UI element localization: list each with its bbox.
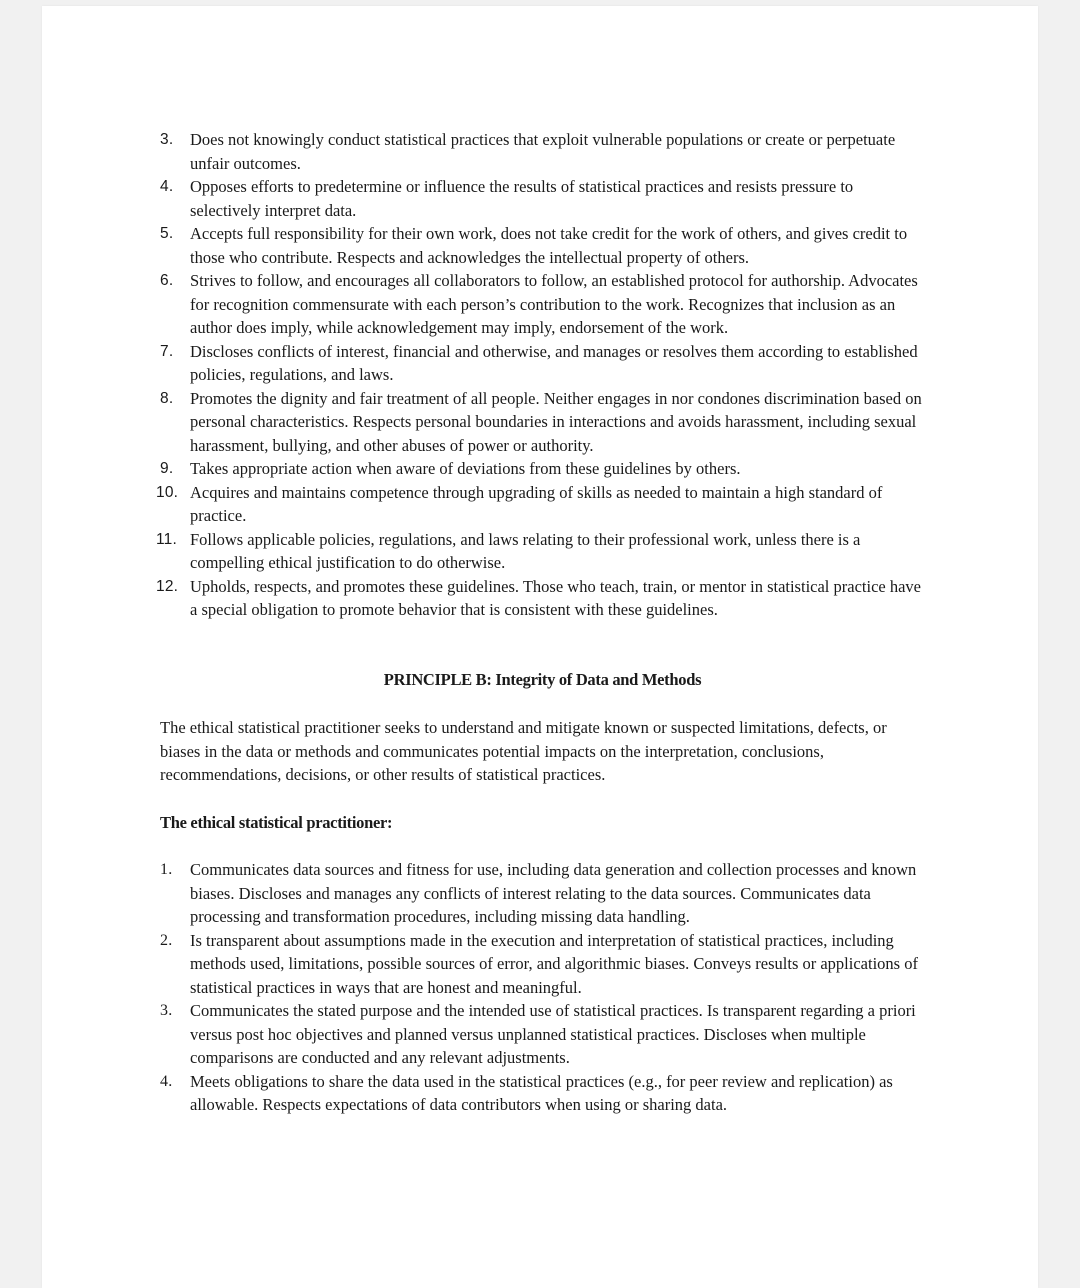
list-item [160,269,925,340]
item-text: Is transparent about assumptions made in the execution and interpretation of statistical practices, including methods used, limitations, possible sources of error, and algorithmic biases. Conveys results or applications of statistical practices in ways that are honest and meaningful. [190,930,918,997]
item-text: Strives to follow, and encourages all collaborators to follow, an established protocol for authorship. Advocates for recognition commensurate with each person’s contribution to the work. Recognizes that inclusion as an author does imply, while acknowledgement may imply, endorsement of the work. [190,271,918,337]
item-number: 3. [160,1002,173,1019]
list-item [160,1070,925,1117]
item-number: 10. [156,483,179,501]
item-text: Follows applicable policies, regulations, and laws relating to their professional work, unless there is a compelling ethical justification to do otherwise. [190,529,861,572]
principle-b-list [160,858,925,1117]
item-text: Meets obligations to share the data used in the statistical practices (e.g., for peer review and replication) as allowable. Respects expectations of data contributors when using or sharing data. [190,1071,893,1114]
item-text: Accepts full responsibility for their own work, does not take credit for the work of others, and gives credit to those who contribute. Respects and acknowledges the intellectual property of others. [190,224,908,267]
item-number: 8. [160,389,174,407]
item-number: 7. [160,342,174,360]
list-item [160,222,925,269]
item-number: 3. [160,131,174,148]
item-number: 9. [160,460,174,477]
list-item [156,528,925,575]
item-text: Discloses conflicts of interest, financial and otherwise, and manages or resolves them according to established policies, regulations, and laws. [190,341,918,384]
item-text: Does not knowingly conduct statistical practices that exploit vulnerable populations or create or perpetuate unfair outcomes. [190,130,896,173]
list-item [160,858,925,929]
item-number: 1. [160,861,173,878]
principle-b-heading: PRINCIPLE B: Integrity of Data and Methods [383,669,702,689]
list-item [160,929,925,1000]
list-item [156,481,925,528]
principle-b-intro: The ethical statistical practitioner seeks to understand and mitigate known or suspected limitations, defects, or biases in the data or methods and communicates potential impacts on the interpretation, conclusions, recommendations, decisions, or other results of statistical practices. [160,718,887,784]
list-item [160,175,925,222]
document-page [42,6,1038,1288]
item-text: Communicates data sources and fitness for use, including data generation and collection processes and known biases. Discloses and manages any conflicts of interest relating to the data sources. Communicates data processing and transformation procedures, including missing data handling. [190,860,917,926]
principle-a-list [156,128,925,622]
item-number: 2. [160,931,173,949]
list-item [160,128,925,175]
item-number: 5. [160,225,174,242]
item-text: Upholds, respects, and promotes these guidelines. Those who teach, train, or mentor in statistical practice have a special obligation to promote behavior that is consistent with these guidelines. [190,576,921,619]
item-number: 6. [160,272,174,289]
list-item [156,575,925,622]
item-number: 4. [160,1072,173,1090]
item-text: Promotes the dignity and fair treatment of all people. Neither engages in nor condones discrimination based on personal characteristics. Respects personal boundaries in interactions and avoids harassment, including sexual harassment, bullying, and other abuses of power or authority. [190,388,922,455]
list-item [160,457,925,481]
item-text: Communicates the stated purpose and the intended use of statistical practices. Is transparent regarding a priori versus post hoc objectives and planned versus unplanned statistical practices. Discloses when multiple comparisons are conducted and any relevant adjustments. [190,1001,916,1067]
item-number: 4. [160,178,174,195]
item-text: Takes appropriate action when aware of deviations from these guidelines by others. [190,459,741,478]
page-content [156,128,925,1117]
list-item [160,387,925,458]
practitioner-subheading: The ethical statistical practitioner: [160,812,393,832]
item-text: Acquires and maintains competence through upgrading of skills as needed to maintain a high standard of practice. [190,482,883,525]
list-item [160,999,925,1070]
item-text: Opposes efforts to predetermine or influence the results of statistical practices and resists pressure to selectively interpret data. [190,177,854,220]
item-number: 12. [156,577,179,595]
item-number: 11. [156,530,177,548]
list-item [160,340,925,387]
